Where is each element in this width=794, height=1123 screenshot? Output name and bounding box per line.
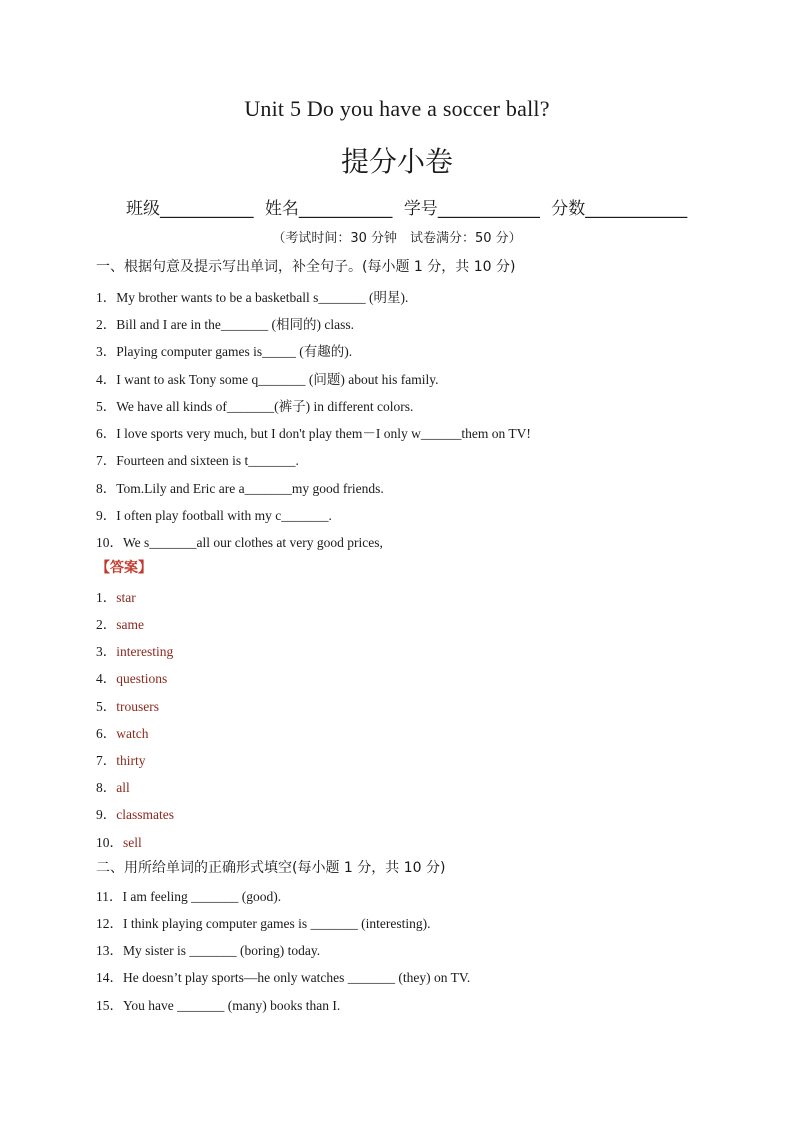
question-line: 10．We s_______all our clothes at very good prices, [96, 535, 383, 550]
answer-line: 7．thirty [96, 753, 146, 768]
question-line: 11．I am feeling _______ (good). [96, 889, 282, 904]
section-2-heading: 二、用所给单词的正确形式填空(每小题 1 分，共 10 分) [96, 860, 446, 876]
document-subtitle: 提分小卷 [340, 145, 453, 178]
answer-line: 6．watch [96, 726, 149, 741]
question-line: 14．He doesn’t play sports—he only watches _______ (they) on TV. [96, 970, 471, 985]
question-line: 8．Tom.Lily and Eric are a_______my good friends. [96, 481, 384, 496]
score-field: 分数____________ [551, 199, 688, 219]
answer-tag: 【答案】 [96, 560, 152, 576]
answer-line: 10．sell [96, 835, 142, 850]
question-line: 6．I love sports very much, but I don't play them－I only w______them on TV! [96, 426, 531, 441]
answer-line: 4．questions [96, 671, 168, 686]
answer-line: 9．classmates [96, 807, 174, 822]
question-line: 2．Bill and I are in the_______ (相同的) class. [96, 317, 354, 332]
class-field: 班级___________ [126, 199, 254, 219]
answer-line: 5．trousers [96, 699, 159, 714]
answer-line: 2．same [96, 617, 144, 632]
question-line: 15．You have _______ (many) books than I. [96, 998, 341, 1013]
question-line: 12．I think playing computer games is _______ (interesting). [96, 916, 431, 931]
answer-line: 3．interesting [96, 644, 174, 659]
question-line: 7．Fourteen and sixteen is t_______. [96, 453, 299, 468]
question-line: 13．My sister is _______ (boring) today. [96, 943, 321, 958]
question-line: 9．I often play football with my c_______. [96, 508, 332, 523]
answer-line: 1．star [96, 590, 136, 605]
name-field: 姓名___________ [264, 199, 393, 219]
student-number-field: 学号____________ [403, 199, 540, 219]
question-line: 3．Playing computer games is_____ (有趣的). [96, 344, 353, 359]
document-title: Unit 5 Do you have a soccer ball? [244, 96, 550, 121]
question-line: 1．My brother wants to be a basketball s_______ (明星). [96, 290, 409, 305]
question-line: 5．We have all kinds of_______(裤子) in different colors. [96, 399, 414, 414]
answer-line: 8．all [96, 780, 130, 795]
section-1-heading: 一、根据句意及提示写出单词，补全句子。(每小题 1 分，共 10 分) [96, 259, 516, 275]
student-info-row [126, 194, 693, 219]
exam-meta: （考试时间：30 分钟 试卷满分：50 分） [272, 231, 522, 246]
question-line: 4．I want to ask Tony some q_______ (问题) about his family. [96, 372, 439, 387]
